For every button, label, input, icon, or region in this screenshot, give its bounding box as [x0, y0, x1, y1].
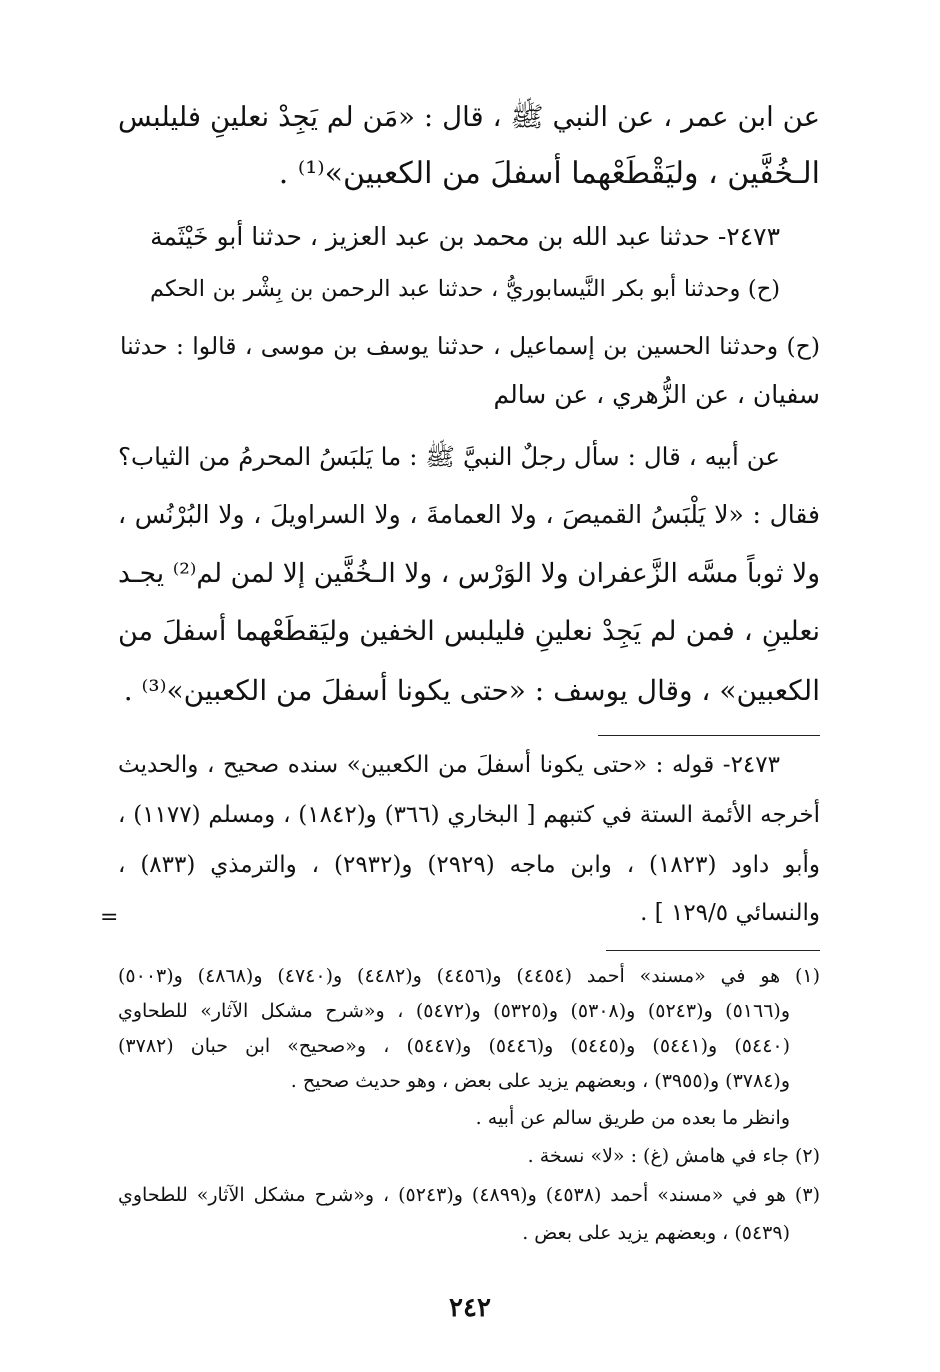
hadith-line-1: عن أبيه ، قال : سأل رجلٌ النبيَّ ﷺ : ما يَلبَسُ المحرمُ من الثياب؟	[118, 442, 780, 471]
commentary-line-1: ٢٤٧٣- قوله : «حتى يكونا أسفلَ من الكعبين» سنده صحيح ، والحديث	[118, 752, 780, 778]
commentary-line-4: والنسائي ١٢٩/٥ ] .	[640, 900, 820, 926]
footnote-line-7: (٣) هو في «مسند» أحمد (٤٥٣٨) و(٤٨٩٩) و(٥٢٤٣) ، و«شرح مشكل الآثار» للطحاوي	[118, 1184, 820, 1206]
footnote-line-4: و(٣٧٨٤) و(٣٩٥٥) ، وبعضهم يزيد على بعض ، وهو حديث صحيح .	[290, 1070, 790, 1092]
commentary-line-3: وأبو داود (١٨٢٣) ، وابن ماجه (٢٩٢٩) و(٢٩٣٢) ، والترمذي (٨٣٣) ،	[118, 852, 820, 878]
footnote-line-6: (٢) جاء في هامش (غ) : «لا» نسخة .	[527, 1145, 820, 1167]
isnad-line-3: (ح) وحدثنا الحسين بن إسماعيل ، حدثنا يوسف بن موسى ، قالوا : حدثنا	[120, 332, 820, 360]
isnad-line-2: (ح) وحدثنا أبو بكر النَّيسابوريُّ ، حدثنا عبد الرحمن بن بِشْر بن الحكم	[150, 276, 780, 302]
footnote-line-3: (٥٤٤٠) و(٥٤٤١) و(٥٤٤٥) و(٥٤٤٦) و(٥٤٤٧) ، و«صحيح» ابن حبان (٣٧٨٢)	[118, 1035, 791, 1057]
hadith-line-3: ولا ثوباً مسَّه الزَّعفران ولا الوَرْس ، ولا الـخُفَّين إلا لمن لم⁽²⁾ يجـد	[118, 558, 821, 589]
continuation-mark: =	[100, 905, 119, 930]
commentary-line-2: أخرجه الأئمة الستة في كتبهم [ البخاري (٣٦٦) و(١٨٤٢) ، ومسلم (١١٧٧) ،	[118, 802, 820, 828]
footnote-line-8: (٥٤٣٩) ، وبعضهم يزيد على بعض .	[522, 1222, 790, 1244]
footnote-line-5: وانظر ما بعده من طريق سالم عن أبيه .	[475, 1107, 790, 1129]
intro-line-2: الـخُفَّين ، وليَقْطَعْهما أسفلَ من الكعبين»⁽¹⁾ .	[278, 156, 820, 191]
footnote-line-2: و(٥١٦٦) و(٥٢٤٣) و(٥٣٠٨) و(٥٣٢٥) و(٥٤٧٢) ، و«شرح مشكل الآثار» للطحاوي	[118, 1000, 790, 1022]
isnad-line-1: ٢٤٧٣- حدثنا عبد الله بن محمد بن عبد العزيز ، حدثنا أبو خَيْثَمة	[150, 222, 780, 251]
hadith-line-4: نعلينِ ، فمن لم يَجِدْ نعلينِ فليلبس الخفين وليَقطَعْهما أسفلَ من	[118, 616, 820, 647]
intro-line-1: عن ابن عمر ، عن النبي ﷺ ، قال : «مَن لم يَجِدْ نعلينِ فليلبس	[118, 101, 820, 133]
hadith-line-5: الكعبين» ، وقال يوسف : «حتى يكونا أسفلَ من الكعبين»⁽³⁾ .	[123, 674, 820, 707]
footnote-line-1: (١) هو في «مسند» أحمد (٤٤٥٤) و(٤٤٥٦) و(٤٤٨٢) و(٤٧٤٠) و(٤٨٦٨) و(٥٠٠٣)	[118, 965, 821, 987]
isnad-line-4: سفيان ، عن الزُّهري ، عن سالم	[493, 380, 820, 409]
footnote-separator	[606, 950, 820, 951]
commentary-separator	[598, 735, 820, 736]
hadith-line-2: فقال : «لا يَلْبَسُ القميصَ ، ولا العمامةَ ، ولا السراويلَ ، ولا البُرْنُس ،	[118, 500, 820, 529]
page-number: ٢٤٢	[449, 1293, 491, 1323]
